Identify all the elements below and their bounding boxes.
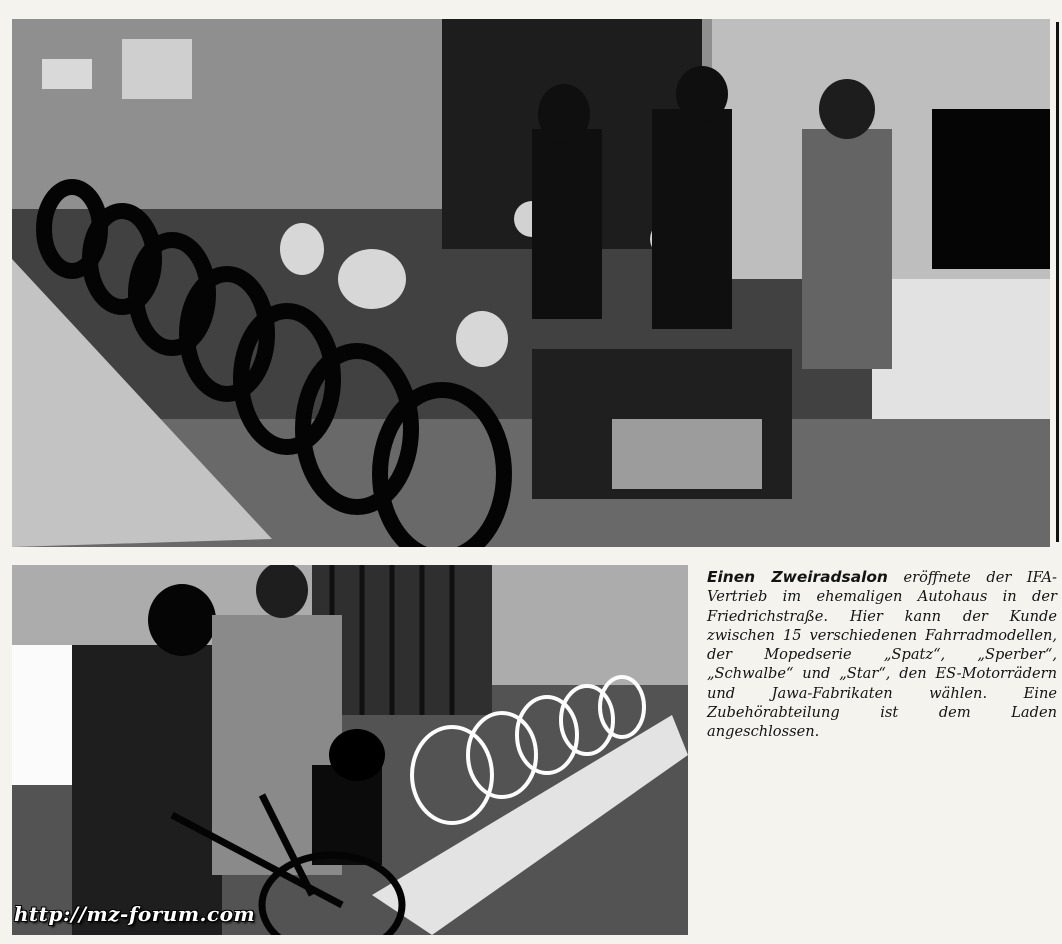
- watermark-text: http://mz-forum.com: [14, 902, 256, 926]
- bicycle-department-photo: [12, 565, 688, 935]
- caption-lead: Einen Zweiradsalon: [707, 568, 888, 586]
- showroom-motorcycles-photo: [12, 19, 1050, 547]
- caption-body: eröffnete der IFA-Vertrieb im ehemaligen Autohaus in der Friedrichstraße. Hier kann der Kunde zwischen 15 verschiedenen Fahrradmodellen, der Mopedserie „Spatz“, „Sperber“, „Schwalbe“ und „Star“, den ES-Motorrädern und Jawa-Fabrikaten wählen. Eine Zubehörabteilung ist dem Laden angeschlossen.: [707, 569, 1057, 741]
- photo-caption: [707, 568, 1057, 742]
- edge-rule: [1056, 22, 1059, 542]
